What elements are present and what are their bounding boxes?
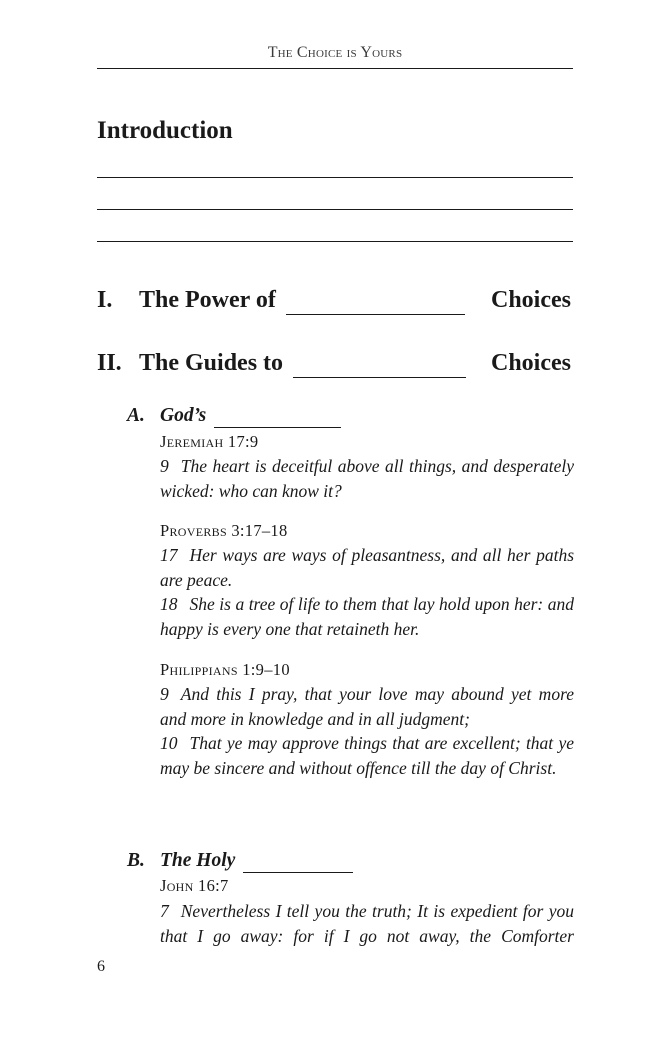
verse (160, 731, 574, 780)
verse (160, 899, 574, 948)
outline-heading-suffix: Choices (491, 350, 571, 376)
scripture-passage (160, 682, 574, 780)
verse-number: 7 (160, 901, 169, 921)
verse (160, 543, 574, 592)
verse-text: The heart is deceitful above all things, and desperately wicked: who can know it? (160, 456, 574, 501)
scripture-reference: John 16:7 (160, 876, 229, 895)
running-head: The Choice is Yours (267, 44, 403, 61)
fill-in-blank[interactable] (214, 405, 341, 428)
outline-heading-label: The Power of (139, 287, 276, 313)
verse-number: 18 (160, 594, 178, 614)
subsection-heading-label: The Holy (160, 850, 236, 871)
subsection-letter: A. (127, 405, 145, 426)
fill-in-blank[interactable] (293, 350, 466, 378)
verse-text: Nevertheless I tell you the truth; It is expedient for you that I go away: for if I go not away, the Comforter (160, 901, 574, 946)
subsection-heading-text (160, 405, 341, 428)
outline-heading-text (139, 350, 466, 378)
verse-number: 17 (160, 545, 178, 565)
verse-number: 9 (160, 684, 169, 704)
scripture-passage (160, 899, 574, 948)
verse-text: And this I pray, that your love may abound yet more and more in knowledge and in all judgment; (160, 684, 574, 729)
outline-heading-suffix: Choices (491, 287, 571, 313)
introduction-fill-line-3[interactable] (97, 241, 573, 242)
subsection-heading-label: God’s (160, 405, 207, 426)
outline-numeral: II. (97, 350, 122, 376)
fill-in-blank[interactable] (286, 287, 465, 315)
outline-heading-1 (97, 287, 573, 317)
verse (160, 682, 574, 731)
scripture-reference: Jeremiah 17:9 (160, 432, 259, 451)
verse-number: 10 (160, 733, 178, 753)
scripture-reference: Proverbs 3:17–18 (160, 521, 288, 540)
introduction-heading: Introduction (97, 117, 233, 144)
verse-text: That ye may approve things that are excellent; that ye may be sincere and without offence till the day of Christ. (160, 733, 574, 778)
fill-in-blank[interactable] (243, 850, 353, 873)
outline-numeral: I. (97, 287, 113, 313)
outline-heading-text (139, 287, 465, 315)
introduction-fill-line-2[interactable] (97, 209, 573, 210)
verse-text: Her ways are ways of pleasantness, and all her paths are peace. (160, 545, 574, 590)
scripture-passage (160, 543, 574, 641)
scripture-reference: Philippians 1:9–10 (160, 660, 290, 679)
outline-heading-label: The Guides to (139, 350, 284, 376)
verse-text: She is a tree of life to them that lay hold upon her: and happy is every one that retaineth her. (160, 594, 574, 639)
outline-heading-2 (97, 350, 573, 380)
header-rule (97, 68, 573, 69)
verse-number: 9 (160, 456, 169, 476)
subsection-heading-text (160, 850, 353, 873)
subsection-a-heading (127, 405, 577, 429)
subsection-b-heading (127, 850, 577, 874)
introduction-fill-line-1[interactable] (97, 177, 573, 178)
scripture-passage (160, 454, 574, 503)
subsection-letter: B. (127, 850, 145, 871)
verse (160, 592, 574, 641)
verse (160, 454, 574, 503)
page-number: 6 (97, 958, 105, 975)
